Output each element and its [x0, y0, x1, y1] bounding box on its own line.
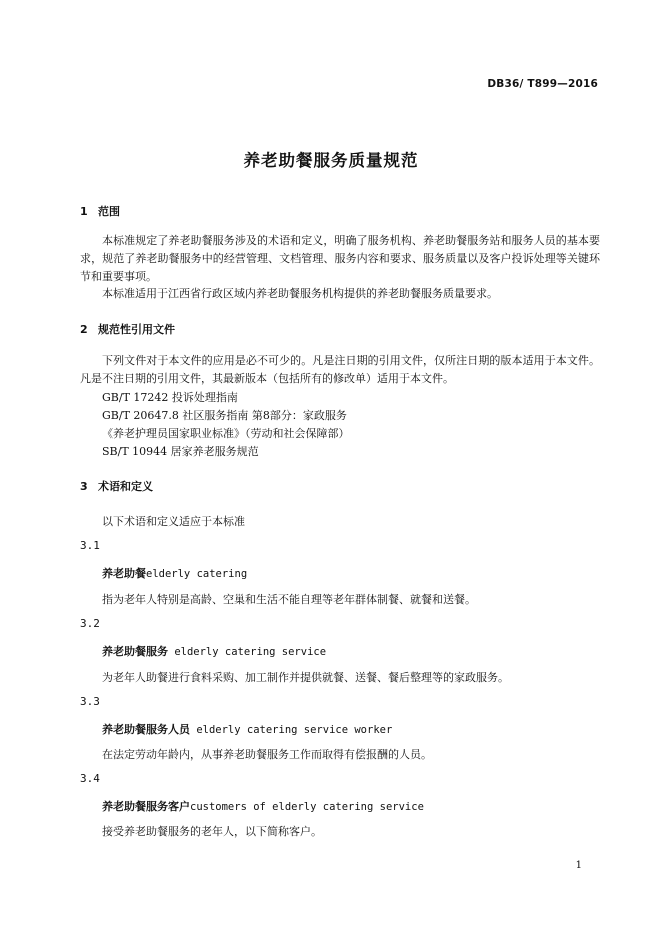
term-definition: 接受养老助餐服务的老年人，以下简称客户。 — [102, 825, 322, 838]
term-number: 3.1 — [80, 539, 100, 552]
reference-item: SB/T 10944 居家养老服务规范 — [102, 445, 259, 458]
section-number: 2 — [80, 323, 88, 336]
term-definition: 在法定劳动年龄内，从事养老助餐服务工作而取得有偿报酬的人员。 — [102, 748, 432, 761]
term-cn: 养老助餐 — [102, 567, 146, 580]
term-cn: 养老助餐服务客户 — [102, 800, 190, 813]
section-1-paragraph-1: 本标准规定了养老助餐服务涉及的术语和定义，明确了服务机构、养老助餐服务站和服务人员的基本要求，规范了养老助餐服务中的经营管理、文档管理、服务内容和要求、服务质量以及客户投诉处理等关键环节和重要事项。 — [80, 234, 600, 283]
section-title: 范围 — [98, 205, 120, 218]
term-en: elderly catering — [146, 568, 248, 580]
term-definition: 为老年人助餐进行食料采购、加工制作并提供就餐、送餐、餐后整理等的家政服务。 — [102, 671, 509, 684]
term-en: customers of elderly catering service — [190, 801, 424, 813]
term-number: 3.3 — [80, 695, 100, 708]
section-3-heading — [80, 478, 153, 494]
term-title — [102, 565, 247, 581]
reference-item: GB/T 17242 投诉处理指南 — [102, 391, 238, 404]
term-definition: 指为老年人特别是高龄、空巢和生活不能自理等老年群体制餐、就餐和送餐。 — [102, 593, 476, 606]
section-2-paragraph-1: 下列文件对于本文件的应用是必不可少的。凡是注日期的引用文件，仅所注日期的版本适用于本文件。凡是不注日期的引用文件，其最新版本（包括所有的修改单）适用于本文件。 — [80, 354, 600, 385]
section-3-intro: 以下术语和定义适应于本标准 — [102, 515, 245, 528]
section-1-paragraph-2: 本标准适用于江西省行政区域内养老助餐服务机构提供的养老助餐服务质量要求。 — [102, 287, 498, 300]
section-title: 术语和定义 — [98, 480, 153, 493]
section-2-heading — [80, 321, 175, 337]
term-cn: 养老助餐服务人员 — [102, 723, 190, 736]
term-title — [102, 643, 326, 659]
term-title — [102, 721, 392, 737]
section-title: 规范性引用文件 — [98, 323, 175, 336]
reference-item: 《养老护理员国家职业标准》（劳动和社会保障部） — [102, 427, 350, 440]
term-en: elderly catering service worker — [190, 724, 393, 736]
term-cn: 养老助餐服务 — [102, 645, 168, 658]
term-title — [102, 798, 424, 814]
term-number: 3.2 — [80, 617, 100, 630]
page-number: 1 — [575, 860, 582, 871]
reference-item: GB/T 20647.8 社区服务指南 第8部分：家政服务 — [102, 409, 347, 422]
section-number: 1 — [80, 205, 88, 218]
standard-code: DB36/ T899—2016 — [487, 78, 598, 90]
section-number: 3 — [80, 480, 88, 493]
document-title: 养老助餐服务质量规范 — [243, 151, 419, 170]
section-1-heading — [80, 203, 120, 219]
term-number: 3.4 — [80, 772, 100, 785]
term-en: elderly catering service — [168, 646, 327, 658]
